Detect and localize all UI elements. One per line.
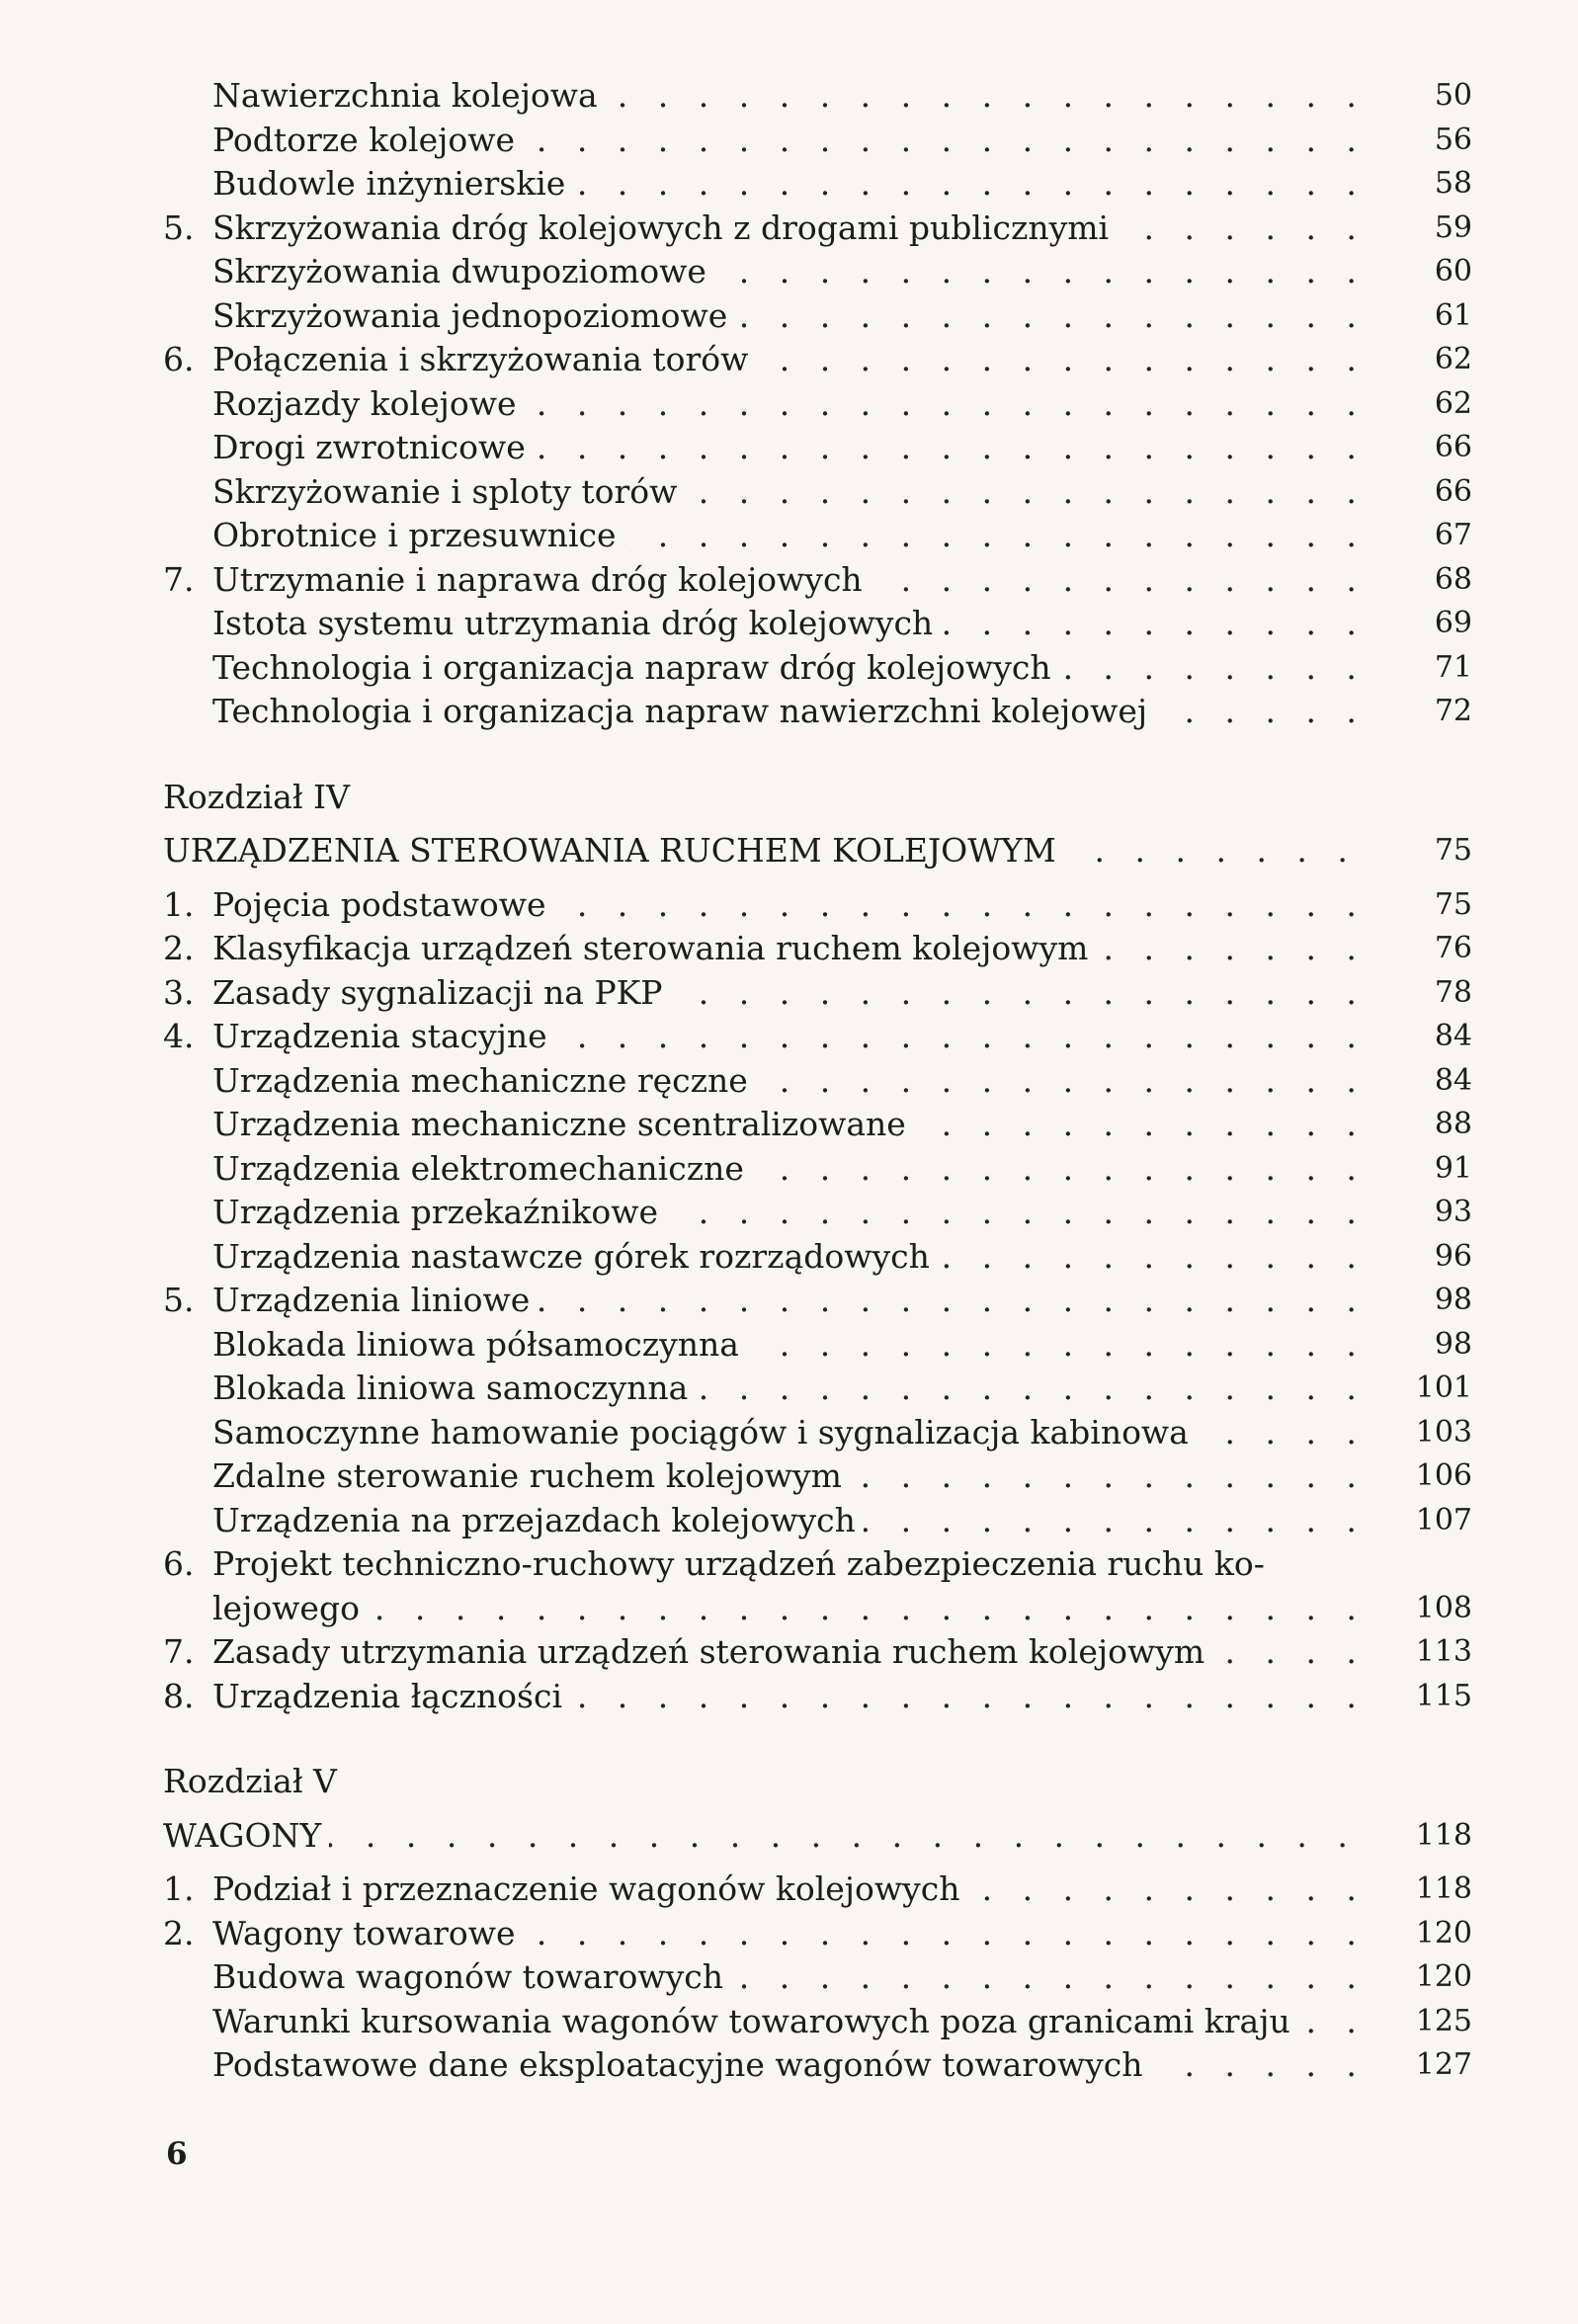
page-number: 118: [1415, 1817, 1472, 1853]
toc-entry: [163, 382, 1472, 427]
entry-title: Urządzenia elektromechaniczne: [212, 1149, 752, 1188]
toc-entry: [163, 1675, 1472, 1719]
entry-number: 8.: [163, 1676, 195, 1715]
entry-title: Urządzenia mechaniczne ręczne: [212, 1061, 756, 1100]
page-number: 72: [1434, 694, 1472, 728]
entry-number: 3.: [163, 972, 195, 1012]
page-number: 62: [1434, 342, 1472, 376]
toc-entry: [163, 514, 1472, 558]
entry-title: Skrzyżowanie i sploty torów: [212, 472, 685, 511]
toc-entry: [163, 426, 1472, 470]
page-number: 71: [1434, 649, 1472, 685]
page-number: 125: [1415, 2003, 1472, 2038]
toc-entry: [163, 470, 1472, 515]
toc-entry: [163, 1868, 1472, 1912]
entry-number: 5.: [163, 1281, 195, 1319]
table-of-contents: [163, 74, 1472, 2088]
entry-title: Budowa wagonów towarowych: [212, 1957, 731, 1996]
entry-title: Podstawowe dane eksploatacyjne wagonów towarowych: [212, 2045, 1151, 2084]
page-number: 66: [1434, 473, 1472, 509]
spacer: [163, 1718, 1472, 1760]
toc-entry: [163, 558, 1472, 603]
page-number: 106: [1415, 1458, 1472, 1493]
entry-title: Skrzyżowania jednopoziomowe: [212, 296, 735, 335]
page-number: 120: [1415, 1915, 1472, 1950]
toc-entry: [163, 162, 1472, 207]
page-number: 115: [1415, 1678, 1472, 1713]
toc-entry: [163, 1103, 1472, 1147]
page-number: 98: [1434, 1283, 1472, 1317]
page-number: 98: [1434, 1326, 1472, 1362]
entry-number: 4.: [163, 1017, 195, 1055]
entry-title: Obrotnice i przesuwnice: [212, 516, 624, 554]
entry-title: Drogi zwrotnicowe: [212, 428, 534, 466]
entry-number: 2.: [163, 1913, 195, 1952]
entry-title: Zasady utrzymania urządzeń sterowania ruchem kolejowym: [212, 1632, 1212, 1671]
page-number: 66: [1434, 430, 1472, 464]
page-number: 127: [1415, 2047, 1472, 2082]
toc-entry: [163, 1323, 1472, 1368]
page-number: 96: [1434, 1238, 1472, 1274]
entry-title: Skrzyżowania dwupoziomowe: [212, 252, 714, 290]
toc-entry: [163, 1630, 1472, 1675]
entry-title: Urządzenia nastawcze górek rozrządowych: [212, 1237, 938, 1276]
entry-title: Urządzenia mechaniczne scentralizowane: [212, 1105, 914, 1143]
page-number: 120: [1415, 1959, 1472, 1994]
entry-number: 5.: [163, 208, 195, 247]
entry-title: Zasady sygnalizacji na PKP: [212, 973, 671, 1012]
page-number: 69: [1434, 606, 1472, 640]
page-number: 84: [1434, 1019, 1472, 1053]
page-number: 88: [1434, 1107, 1472, 1141]
toc-entry: [163, 927, 1472, 971]
entry-number: 2.: [163, 929, 195, 967]
toc-entry: [163, 971, 1472, 1016]
toc-entry: [163, 2043, 1472, 2088]
toc-entry: [163, 1147, 1472, 1192]
toc-entry: [163, 2000, 1472, 2044]
entry-number: 1.: [163, 1869, 195, 1908]
toc-entry: [163, 119, 1472, 163]
entry-number: 6.: [163, 1544, 195, 1583]
entry-title: Samoczynne hamowanie pociągów i sygnalizacja kabinowa: [212, 1413, 1197, 1452]
page-number: 93: [1434, 1195, 1472, 1229]
entry-title: Wagony towarowe: [212, 1914, 524, 1952]
page-number: 84: [1434, 1062, 1472, 1098]
entry-number: 7.: [163, 559, 195, 599]
page-number: 101: [1415, 1370, 1472, 1405]
page-number: 67: [1434, 518, 1472, 552]
toc-entry: [163, 883, 1472, 928]
page-number: 60: [1434, 254, 1472, 289]
toc-entry: [163, 1542, 1472, 1587]
entry-title: Budowle inżynierskie: [212, 164, 573, 203]
spacer: [163, 734, 1472, 776]
entry-title: Klasyfikacja urządzeń sterowania ruchem kolejowym: [212, 929, 1096, 967]
page-number: 107: [1415, 1502, 1472, 1537]
toc-entry: [163, 1235, 1472, 1280]
entry-title: Podział i przeznaczenie wagonów kolejowych: [212, 1869, 968, 1908]
entry-title: Blokada liniowa samoczynna: [212, 1369, 696, 1407]
toc-section-chapter-4: [163, 883, 1472, 1719]
toc-entry: [163, 1454, 1472, 1499]
page-number: 113: [1415, 1634, 1472, 1669]
toc-entry: [163, 1587, 1472, 1631]
chapter-title: URZĄDZENIA STEROWANIA RUCHEM KOLEJOWYM . . . 75: [163, 829, 1472, 873]
page-number: 108: [1415, 1590, 1472, 1625]
toc-section-chapter-5: [163, 1868, 1472, 2088]
entry-title: lejowego: [212, 1589, 368, 1627]
entry-title: Skrzyżowania dróg kolejowych z drogami publicznymi: [212, 208, 1117, 247]
toc-entry: [163, 646, 1472, 691]
entry-title: Warunki kursowania wagonów towarowych poza granicami kraju: [212, 2002, 1298, 2040]
entry-title: Technologia i organizacja napraw dróg kolejowych: [212, 648, 1059, 687]
entry-title: Urządzenia przekaźnikowe: [212, 1193, 666, 1231]
toc-entry: [163, 1912, 1472, 1956]
page-number: 75: [1434, 886, 1472, 922]
page-number: 68: [1434, 561, 1472, 597]
chapter-label: Rozdział V: [163, 1760, 1472, 1804]
chapter-label: Rozdział IV: [163, 776, 1472, 820]
entry-title: Technologia i organizacja napraw nawierzchni kolejowej: [212, 692, 1155, 730]
page-folio: 6: [166, 2136, 188, 2172]
page-number: 118: [1415, 1871, 1472, 1906]
page-number: 75: [1434, 833, 1472, 868]
page-number: 50: [1434, 78, 1472, 113]
entry-title: Projekt techniczno-ruchowy urządzeń zabezpieczenia ruchu ko-: [212, 1544, 1273, 1583]
page-number: 103: [1415, 1414, 1472, 1450]
toc-entry: [163, 250, 1472, 294]
page-number: 61: [1434, 297, 1472, 333]
page-number: 59: [1434, 209, 1472, 245]
page-number: 56: [1434, 122, 1472, 157]
toc-entry: [163, 1279, 1472, 1323]
chapter-title: WAGONY . . . 118: [163, 1814, 1472, 1859]
toc-entry: [163, 1955, 1472, 2000]
toc-entry: [163, 1191, 1472, 1235]
toc-entry: [163, 690, 1472, 734]
toc-entry: [163, 1015, 1472, 1059]
toc-entry: [163, 207, 1472, 251]
entry-number: 1.: [163, 884, 195, 924]
toc-entry: [163, 294, 1472, 339]
toc-entry: [163, 1059, 1472, 1104]
toc-entry: [163, 602, 1472, 646]
toc-entry: [163, 338, 1472, 382]
entry-number: 7.: [163, 1632, 195, 1671]
entry-title: Urządzenia łączności: [212, 1677, 570, 1715]
page-number: 76: [1434, 931, 1472, 965]
entry-title: Nawierzchnia kolejowa: [212, 76, 606, 115]
page-number: 62: [1434, 385, 1472, 421]
entry-number: 6.: [163, 340, 195, 378]
page-number: 91: [1434, 1150, 1472, 1186]
toc-entry: [163, 74, 1472, 119]
toc-entry: [163, 1367, 1472, 1411]
entry-title: Rozjazdy kolejowe: [212, 384, 524, 423]
toc-entry: [163, 1411, 1472, 1455]
entry-title: Utrzymanie i naprawa dróg kolejowych: [212, 560, 871, 599]
entry-title: Zdalne sterowanie ruchem kolejowym: [212, 1456, 850, 1495]
entry-title: Istota systemu utrzymania dróg kolejowych: [212, 604, 941, 642]
entry-title: Podtorze kolejowe: [212, 121, 523, 159]
entry-title: Blokada liniowa półsamoczynna: [212, 1325, 747, 1364]
toc-entry: [163, 1499, 1472, 1543]
entry-title: Urządzenia stacyjne: [212, 1017, 555, 1055]
page-number: 78: [1434, 974, 1472, 1010]
entry-title: Urządzenia liniowe: [212, 1281, 538, 1319]
page-number: 58: [1434, 166, 1472, 201]
entry-title: Urządzenia na przejazdach kolejowych: [212, 1501, 864, 1539]
toc-section-chapter-3-continued: [163, 74, 1472, 734]
entry-title: Pojęcia podstawowe: [212, 885, 554, 924]
entry-title: Połączenia i skrzyżowania torów: [212, 340, 756, 378]
